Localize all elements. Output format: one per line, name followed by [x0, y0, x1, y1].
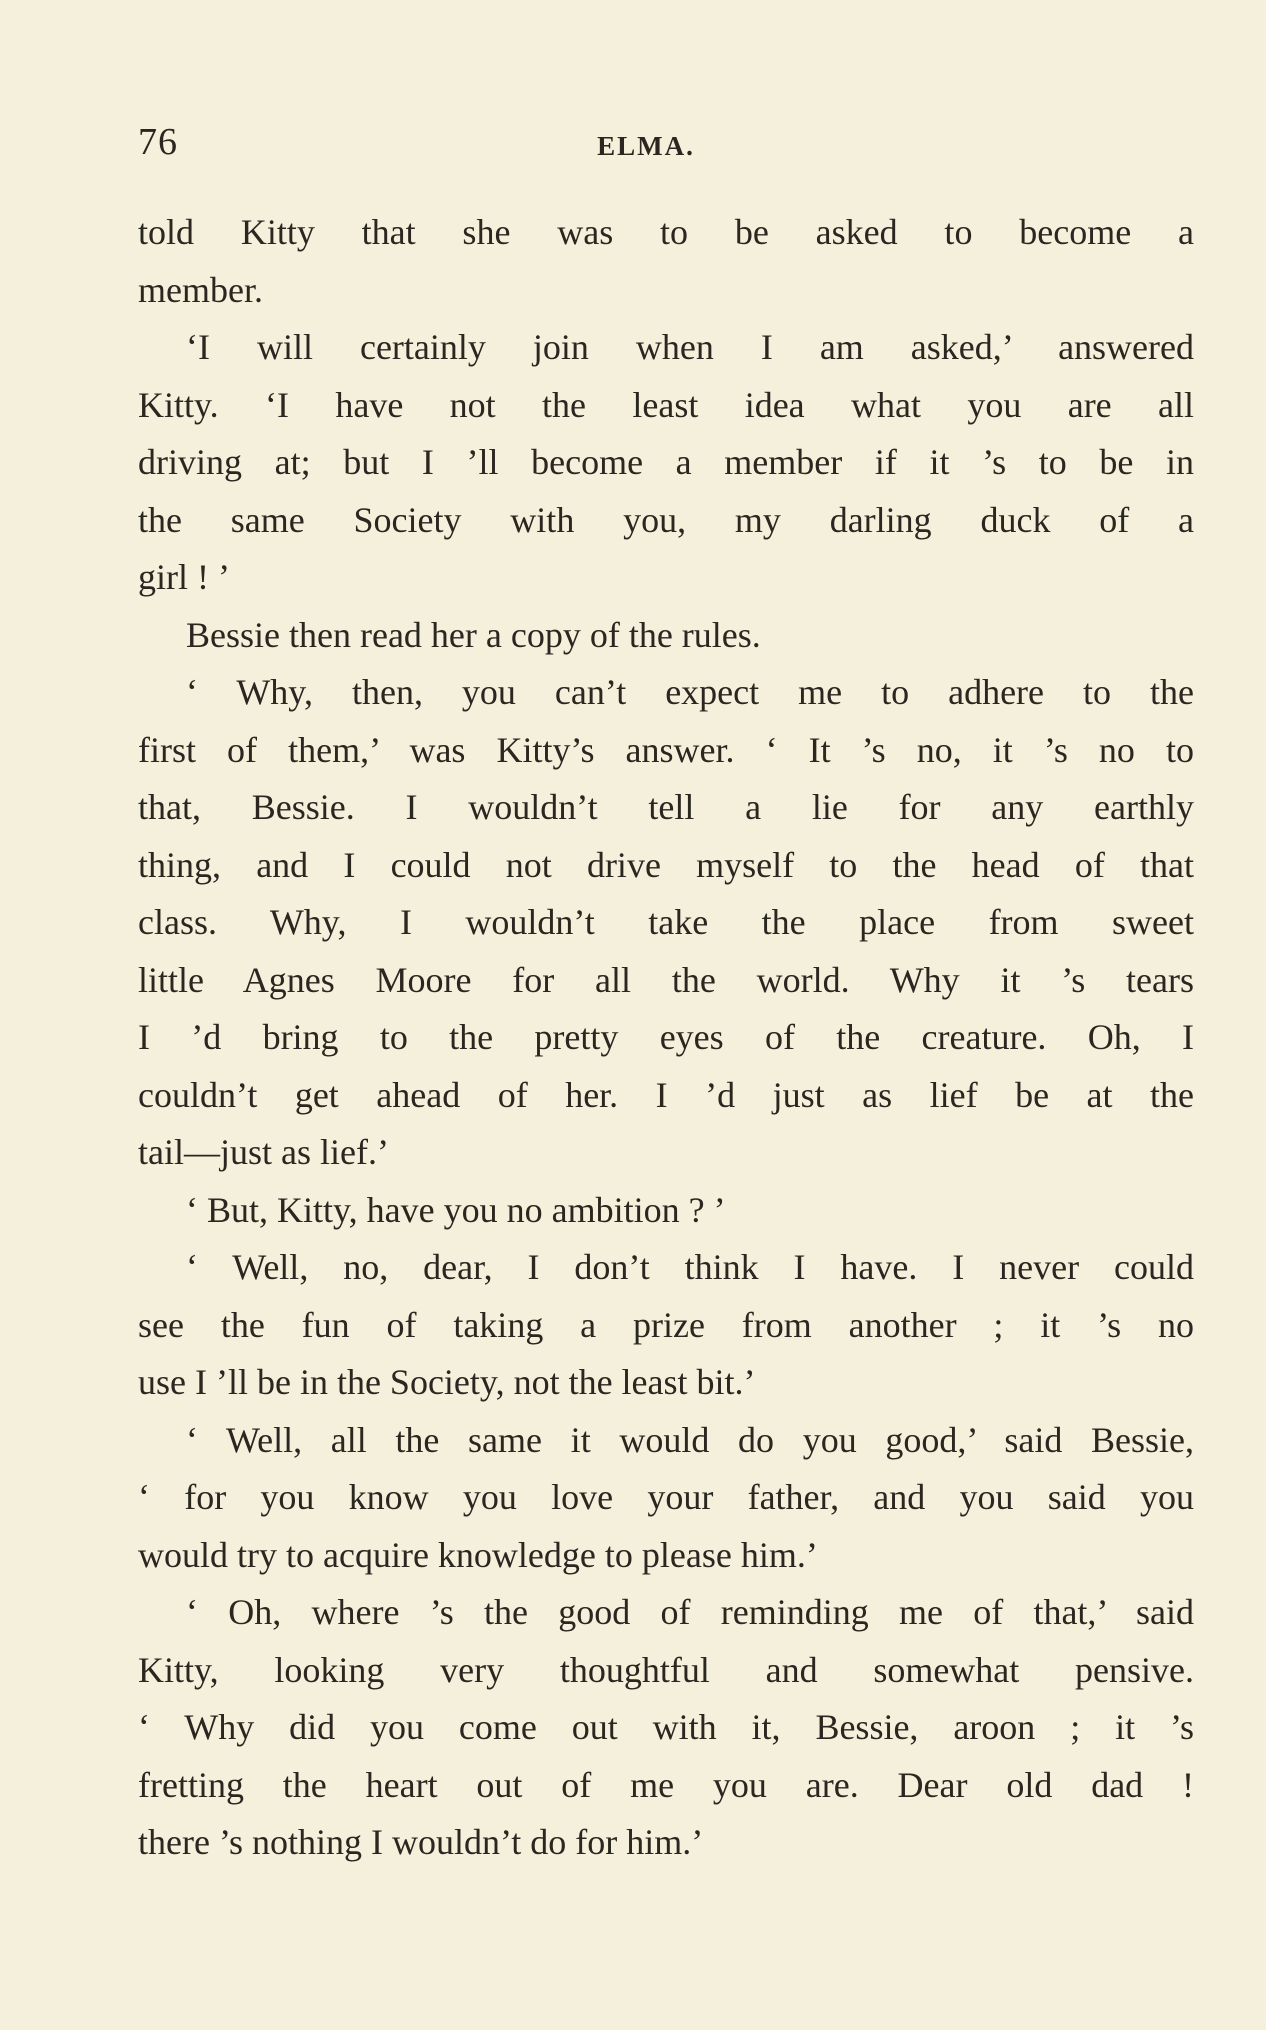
text-line: class. Why, I wouldn’t take the place from sweet — [138, 902, 1194, 942]
text-line: told Kitty that she was to be asked to become a — [138, 212, 1194, 252]
body-text — [138, 204, 1194, 1872]
running-title: ELMA. — [597, 131, 695, 161]
text-line: ‘ for you know you love your father, and you said you — [138, 1477, 1194, 1517]
text-line: there ’s nothing I wouldn’t do for him.’ — [138, 1822, 704, 1862]
text-line: tail—just as lief.’ — [138, 1132, 389, 1172]
text-line: ‘ But, Kitty, have you no ambition ? ’ — [186, 1189, 726, 1230]
text-line: see the fun of taking a prize from another ; it ’s no — [138, 1304, 1194, 1345]
text-line: ‘ Why, then, you can’t expect me to adhere to the — [186, 672, 1194, 712]
text-line: ‘ Well, no, dear, I don’t think I have. I never could — [186, 1247, 1194, 1287]
text-line: thing, and I could not drive myself to the head of that — [138, 844, 1194, 885]
text-line: member. — [138, 269, 263, 310]
text-line: use I ’ll be in the Society, not the least bit.’ — [138, 1362, 756, 1402]
text-line: little Agnes Moore for all the world. Why it ’s tears — [138, 959, 1194, 1000]
text-line: I ’d bring to the pretty eyes of the creature. Oh, I — [138, 1017, 1194, 1057]
text-line: driving at; but I ’ll become a member if it ’s to be in — [138, 442, 1194, 482]
text-line: ‘ Well, all the same it would do you good,’ said Bessie, — [186, 1419, 1194, 1460]
page-number: 76 — [138, 121, 178, 163]
text-line: girl ! ’ — [138, 557, 230, 597]
text-line: would try to acquire knowledge to please him.’ — [138, 1534, 818, 1575]
text-line: that, Bessie. I wouldn’t tell a lie for any earthly — [138, 787, 1194, 827]
text-line: Bessie then read her a copy of the rules. — [186, 614, 761, 655]
text-line: Kitty. ‘I have not the least idea what you are all — [138, 384, 1194, 425]
text-line: ‘I will certainly join when I am asked,’ answered — [186, 327, 1194, 367]
text-line: fretting the heart out of me you are. Dear old dad ! — [138, 1764, 1194, 1805]
text-line: ‘ Oh, where ’s the good of reminding me of that,’ said — [186, 1592, 1194, 1632]
text-line: the same Society with you, my darling duck of a — [138, 499, 1194, 540]
text-line: ‘ Why did you come out with it, Bessie, aroon ; it ’s — [138, 1707, 1194, 1747]
text-line: first of them,’ was Kitty’s answer. ‘ It ’s no, it ’s no to — [138, 729, 1194, 770]
text-line: couldn’t get ahead of her. I ’d just as lief be at the — [138, 1074, 1194, 1115]
text-line: Kitty, looking very thoughtful and somewhat pensive. — [138, 1649, 1194, 1690]
